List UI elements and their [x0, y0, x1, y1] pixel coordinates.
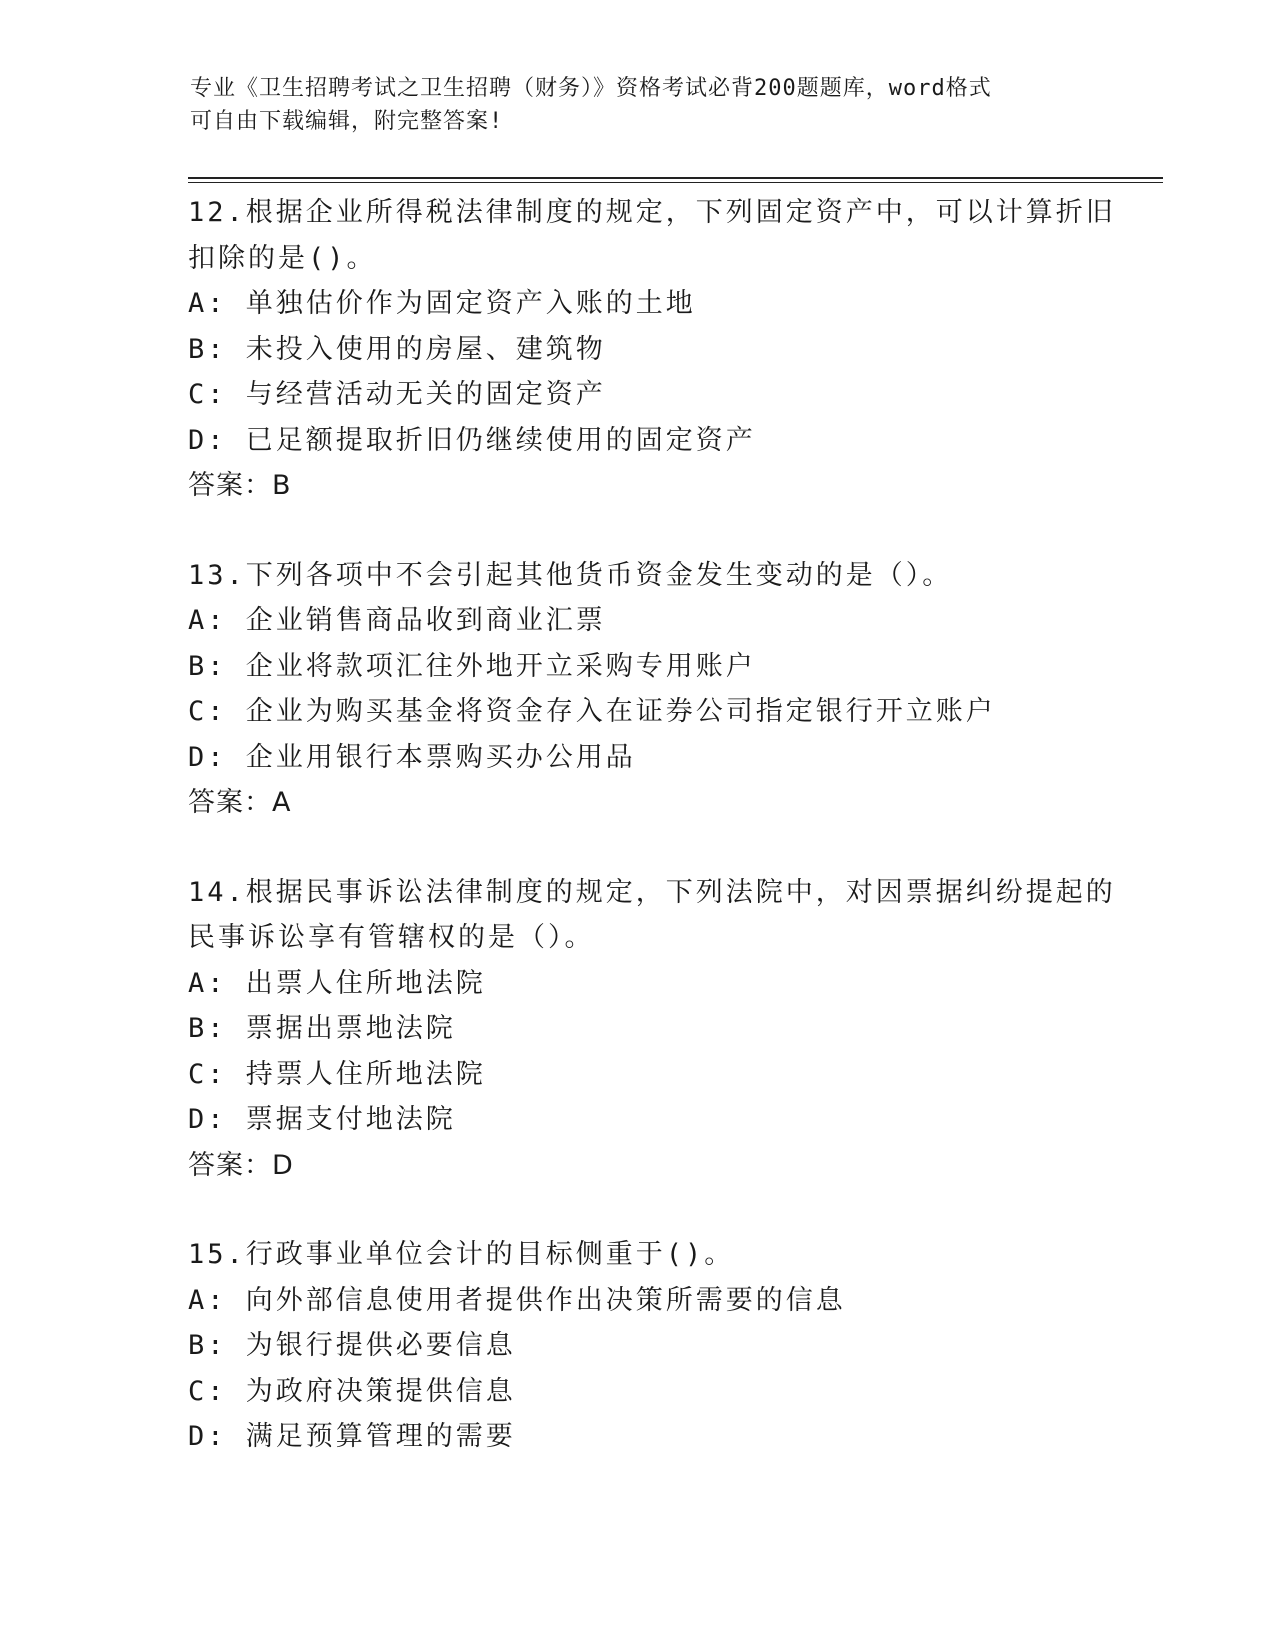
option-b: B: 企业将款项汇往外地开立采购专用账户 — [188, 650, 756, 682]
question-15 — [188, 1232, 1138, 1460]
question-stem-line: 扣除的是()。 — [188, 242, 377, 274]
option-b: B: 为银行提供必要信息 — [188, 1330, 516, 1361]
question-spacer — [188, 509, 1138, 553]
option-b: B: 未投入使用的房屋、建筑物 — [188, 333, 606, 365]
question-stem-line: 13.下列各项中不会引起其他货币资金发生变动的是（）。 — [188, 559, 953, 591]
option-c: C: 与经营活动无关的固定资产 — [188, 379, 606, 410]
option-c: C: 持票人住所地法院 — [188, 1058, 486, 1090]
question-stem-line: 15.行政事业单位会计的目标侧重于()。 — [188, 1239, 735, 1270]
question-list — [188, 190, 1138, 1460]
question-12 — [188, 190, 1138, 509]
document-header — [190, 72, 1090, 138]
question-13 — [188, 553, 1138, 826]
option-a: A: 单独估价作为固定资产入账的土地 — [188, 288, 696, 319]
option-d: D: 企业用银行本票购买办公用品 — [188, 741, 636, 773]
question-spacer — [188, 826, 1138, 870]
answer-label: 答案：B — [188, 470, 292, 501]
option-b: B: 票据出票地法院 — [188, 1013, 456, 1044]
option-c: C: 为政府决策提供信息 — [188, 1375, 516, 1407]
question-spacer — [188, 1188, 1138, 1232]
option-c: C: 企业为购买基金将资金存入在证券公司指定银行开立账户 — [188, 696, 996, 727]
question-stem-line: 12.根据企业所得税法律制度的规定，下列固定资产中，可以计算折旧 — [188, 197, 1116, 228]
option-d: D: 票据支付地法院 — [188, 1104, 456, 1135]
option-a: A: 出票人住所地法院 — [188, 967, 486, 999]
question-14 — [188, 870, 1138, 1189]
option-d: D: 已足额提取折旧仍继续使用的固定资产 — [188, 424, 756, 456]
answer-label: 答案：D — [188, 1149, 294, 1181]
option-a: A: 向外部信息使用者提供作出决策所需要的信息 — [188, 1284, 846, 1316]
answer-label: 答案：A — [188, 787, 292, 818]
question-stem-line: 民事诉讼享有管辖权的是（）。 — [188, 922, 595, 953]
option-a: A: 企业销售商品收到商业汇票 — [188, 605, 606, 636]
header-line-2: 可自由下载编辑，附完整答案! — [190, 109, 504, 134]
option-d: D: 满足预算管理的需要 — [188, 1421, 516, 1452]
question-stem-line: 14.根据民事诉讼法律制度的规定，下列法院中，对因票据纠纷提起的 — [188, 876, 1116, 908]
header-divider — [188, 177, 1163, 183]
header-line-1: 专业《卫生招聘考试之卫生招聘（财务）》资格考试必背200题题库，word格式 — [190, 76, 992, 101]
